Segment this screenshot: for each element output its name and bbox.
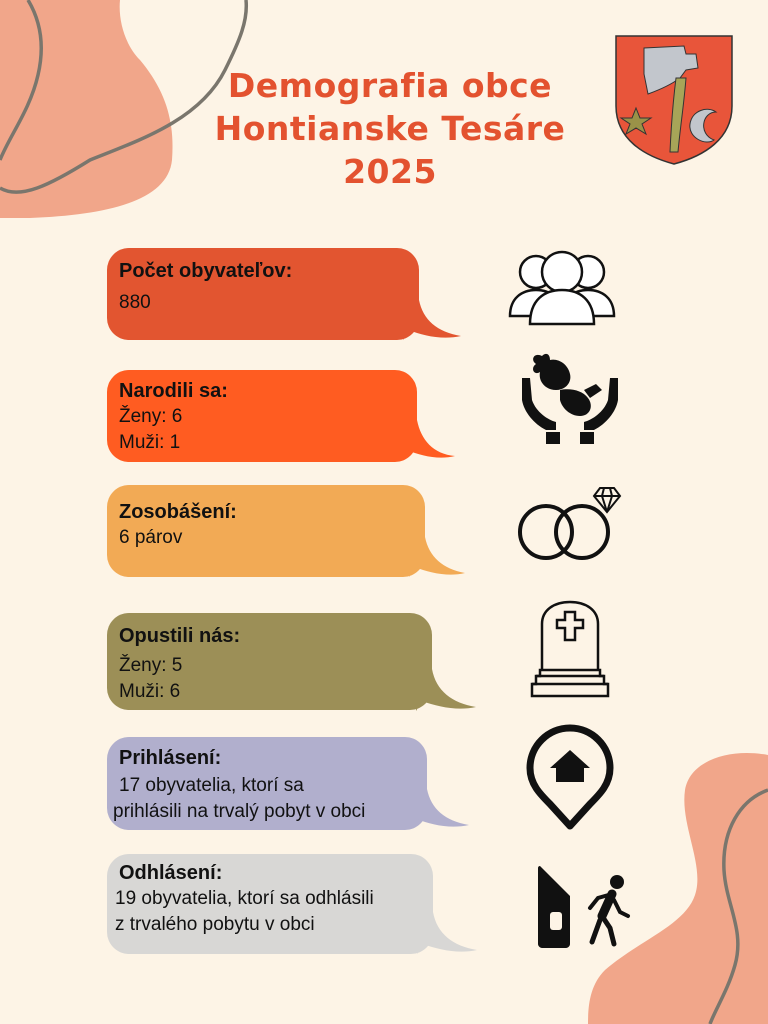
stat-value-women: Ženy: 6 (119, 406, 183, 427)
person-leaving-door-icon (536, 862, 632, 950)
stat-label: Prihlásení: (119, 747, 222, 769)
stat-value-line-1: 19 obyvatelia, ktorí sa odhlásili (115, 888, 374, 909)
stat-bubble-deregistered (107, 854, 433, 954)
stat-bubble-registered (107, 737, 427, 830)
stat-value-line-2: z trvalého pobytu v obci (115, 914, 315, 935)
home-location-pin-icon (524, 722, 616, 832)
bubble-tail (411, 789, 471, 831)
page-title (170, 64, 610, 193)
wedding-rings-icon (516, 484, 624, 566)
stat-bubble-population (107, 248, 419, 340)
stat-value: 880 (119, 292, 151, 313)
stat-bubble-marriages (107, 485, 425, 577)
stat-value: 6 párov (119, 527, 183, 548)
stat-value-men: Muži: 1 (119, 432, 181, 453)
gravestone-icon (530, 600, 610, 698)
bubble-tail (403, 300, 465, 342)
bubble-tail (417, 912, 479, 956)
stat-value-line-1: 17 obyvatelia, ktorí sa (119, 775, 304, 796)
bubble-tail (416, 669, 478, 713)
title-line-3: 2025 (343, 152, 437, 191)
bubble-tail (401, 420, 457, 462)
stat-value-line-2: prihlásili na trvalý pobyt v obci (113, 801, 366, 822)
title-line-1: Demografia obce (227, 66, 553, 105)
stat-bubble-deaths (107, 613, 432, 710)
stat-label: Odhlásení: (119, 862, 223, 884)
stat-value-women: Ženy: 5 (119, 655, 183, 676)
title-line-2: Hontianske Tesáre (214, 109, 566, 148)
stat-bubble-births (107, 370, 417, 462)
stat-value-men: Muži: 6 (119, 681, 181, 702)
coat-of-arms-icon (614, 34, 734, 166)
stat-label: Opustili nás: (119, 625, 241, 647)
stat-label: Počet obyvateľov: (119, 260, 293, 282)
stat-label: Zosobášení: (119, 501, 237, 523)
baby-in-hands-icon (520, 350, 620, 446)
stat-label: Narodili sa: (119, 380, 228, 402)
bubble-tail (409, 537, 467, 579)
people-group-icon (508, 250, 616, 326)
